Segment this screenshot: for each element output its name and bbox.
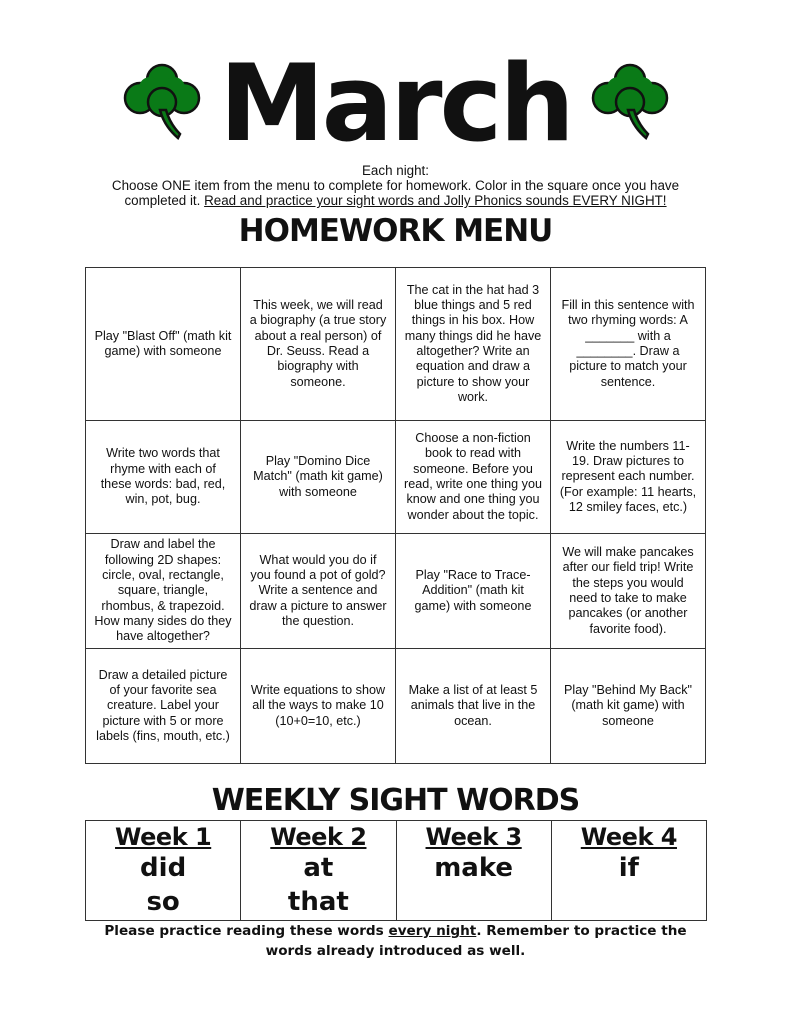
page-header bbox=[0, 42, 791, 165]
week-label: Week 1 bbox=[115, 823, 212, 851]
practice-note bbox=[90, 921, 701, 961]
instructions-emphasis: Read and practice your sight words and Jolly Phonics sounds EVERY NIGHT! bbox=[204, 193, 667, 208]
sight-word: at bbox=[303, 853, 334, 883]
menu-cell: What would you do if you found a pot of gold? Write a sentence and draw a picture to answer the question. bbox=[241, 534, 396, 649]
menu-cell: Play "Domino Dice Match" (math kit game) with someone bbox=[241, 421, 396, 534]
sight-words-grid bbox=[85, 820, 707, 921]
shamrock-icon bbox=[588, 60, 672, 140]
menu-cell: Draw a detailed picture of your favorite sea creature. Label your picture with 5 or more labels (fins, mouth, etc.) bbox=[86, 649, 241, 764]
menu-cell: Fill in this sentence with two rhyming words: A _______ with a ________. Draw a picture to match your sentence. bbox=[551, 268, 706, 421]
menu-cell: Play "Race to Trace-Addition" (math kit game) with someone bbox=[396, 534, 551, 649]
page-title: March bbox=[219, 42, 572, 165]
instructions-line: Each night: bbox=[362, 163, 429, 178]
week-label: Week 3 bbox=[425, 823, 522, 851]
week-column bbox=[551, 821, 706, 921]
menu-cell: Play "Behind My Back" (math kit game) with someone bbox=[551, 649, 706, 764]
sight-word: did bbox=[140, 853, 187, 883]
sight-words-title: WEEKLY SIGHT WORDS bbox=[211, 783, 580, 818]
instructions bbox=[60, 163, 731, 208]
instructions-line: Choose ONE item from the menu to complete for homework. Color in the square once you have bbox=[111, 178, 680, 193]
menu-cell: Play "Blast Off" (math kit game) with someone bbox=[86, 268, 241, 421]
menu-cell: Draw and label the following 2D shapes: circle, oval, rectangle, square, triangle, rhombus, & trapezoid. How many sides do they have altogether? bbox=[86, 534, 241, 649]
instructions-line bbox=[60, 193, 731, 208]
week-column bbox=[86, 821, 241, 921]
week-column bbox=[241, 821, 396, 921]
menu-cell: We will make pancakes after our field trip! Write the steps you would need to take to make pancakes (or another favorite food). bbox=[551, 534, 706, 649]
menu-cell: Make a list of at least 5 animals that live in the ocean. bbox=[396, 649, 551, 764]
sight-word: so bbox=[146, 887, 180, 917]
menu-cell: Choose a non-fiction book to read with someone. Before you read, write one thing you know and one thing you wonder about the topic. bbox=[396, 421, 551, 534]
homework-menu-title: HOMEWORK MENU bbox=[238, 213, 553, 249]
sight-word: if bbox=[618, 853, 639, 883]
week-label: Week 4 bbox=[580, 823, 677, 851]
sight-word: make bbox=[434, 853, 514, 883]
practice-note-emphasis: every night bbox=[388, 923, 477, 939]
sight-word: that bbox=[287, 887, 349, 917]
menu-cell: This week, we will read a biography (a true story about a real person) of Dr. Seuss. Read a biography with someone. bbox=[241, 268, 396, 421]
practice-note-text: Please practice reading these words bbox=[104, 923, 389, 939]
menu-cell: Write two words that rhyme with each of these words: bad, red, win, pot, bug. bbox=[86, 421, 241, 534]
menu-cell: The cat in the hat had 3 blue things and 5 red things in his box. How many things did he have altogether? Write an equation and draw a picture to show your work. bbox=[396, 268, 551, 421]
practice-note-text: . Remember to practice the words already introduced as well. bbox=[265, 923, 687, 959]
homework-menu-grid bbox=[85, 267, 706, 764]
menu-cell: Write the numbers 11-19. Draw pictures to represent each number. (For example: 11 hearts, 12 smiley faces, etc.) bbox=[551, 421, 706, 534]
week-label: Week 2 bbox=[270, 823, 367, 851]
instructions-text: completed it. bbox=[124, 193, 205, 208]
week-column bbox=[396, 821, 551, 921]
menu-cell: Write equations to show all the ways to make 10 (10+0=10, etc.) bbox=[241, 649, 396, 764]
